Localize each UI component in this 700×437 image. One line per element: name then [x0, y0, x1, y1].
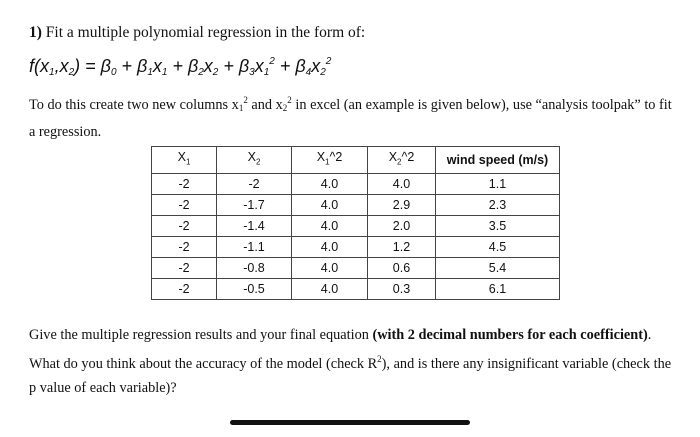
table-cell: 4.0 [292, 257, 368, 278]
table-cell: 0.3 [368, 278, 436, 299]
table-cell: -2 [152, 194, 217, 215]
example-data-table [151, 146, 560, 300]
header-x1: $X_1$ [152, 147, 217, 174]
table-row [152, 236, 560, 257]
home-indicator-bar[interactable] [230, 420, 470, 425]
table-row [152, 215, 560, 236]
question-heading [29, 24, 365, 42]
table-row [152, 194, 560, 215]
question-number: 1) [29, 24, 42, 41]
table-cell: -2 [152, 215, 217, 236]
table-cell: 3.5 [436, 215, 560, 236]
table-cell: -2 [152, 173, 217, 194]
header-x2-squared: $X_2\^{}2$ [368, 147, 436, 174]
followup-paragraph: Give the multiple regression results and your final equation (with 2 decimal numbers for each coefficient). What do you think about the accuracy of the model (check $R^2$), and is there any insignificant variable (check the p value of each variable)? [29, 327, 672, 396]
table-cell: -1.7 [217, 194, 292, 215]
table-cell: 4.0 [292, 236, 368, 257]
table-cell: 2.9 [368, 194, 436, 215]
table-cell: 1.2 [368, 236, 436, 257]
table-row [152, 257, 560, 278]
header-x2: $X_2$ [217, 147, 292, 174]
table-cell: -2 [152, 257, 217, 278]
table-cell: -1.1 [217, 236, 292, 257]
table-cell: -1.4 [217, 215, 292, 236]
table-cell: 4.5 [436, 236, 560, 257]
table-cell: 4.0 [292, 173, 368, 194]
table-row [152, 278, 560, 299]
table-cell: 4.0 [368, 173, 436, 194]
table-body [152, 173, 560, 299]
header-x1-squared: $X_1\^{}2$ [292, 147, 368, 174]
table-cell: 0.6 [368, 257, 436, 278]
table-header-row [152, 147, 560, 174]
header-wind-speed: wind speed (m/s) [436, 147, 560, 174]
table-cell: 4.0 [292, 215, 368, 236]
table-cell: 1.1 [436, 173, 560, 194]
table-cell: 5.4 [436, 257, 560, 278]
table-cell: 2.3 [436, 194, 560, 215]
table-cell: -2 [152, 236, 217, 257]
regression-formula: $f(x_1,x_2) = \beta_0 + \beta_1x_1 + \beta_2x_2 + \beta_3x_1^2 + \beta_4x_2^2$ [29, 56, 332, 78]
table-cell: 2.0 [368, 215, 436, 236]
table-cell: -0.8 [217, 257, 292, 278]
table-cell: -2 [152, 278, 217, 299]
table-cell: -2 [217, 173, 292, 194]
instruction-paragraph: To do this create two new columns $x_1^2$ and $x_2^2$ in excel (an example is given below), use “analysis toolpak” to fit a regression. [29, 95, 672, 140]
table-cell: 4.0 [292, 278, 368, 299]
table-cell: 6.1 [436, 278, 560, 299]
table-cell: -0.5 [217, 278, 292, 299]
table-cell: 4.0 [292, 194, 368, 215]
table-row [152, 173, 560, 194]
question-intro: Fit a multiple polynomial regression in the form of: [45, 24, 366, 41]
